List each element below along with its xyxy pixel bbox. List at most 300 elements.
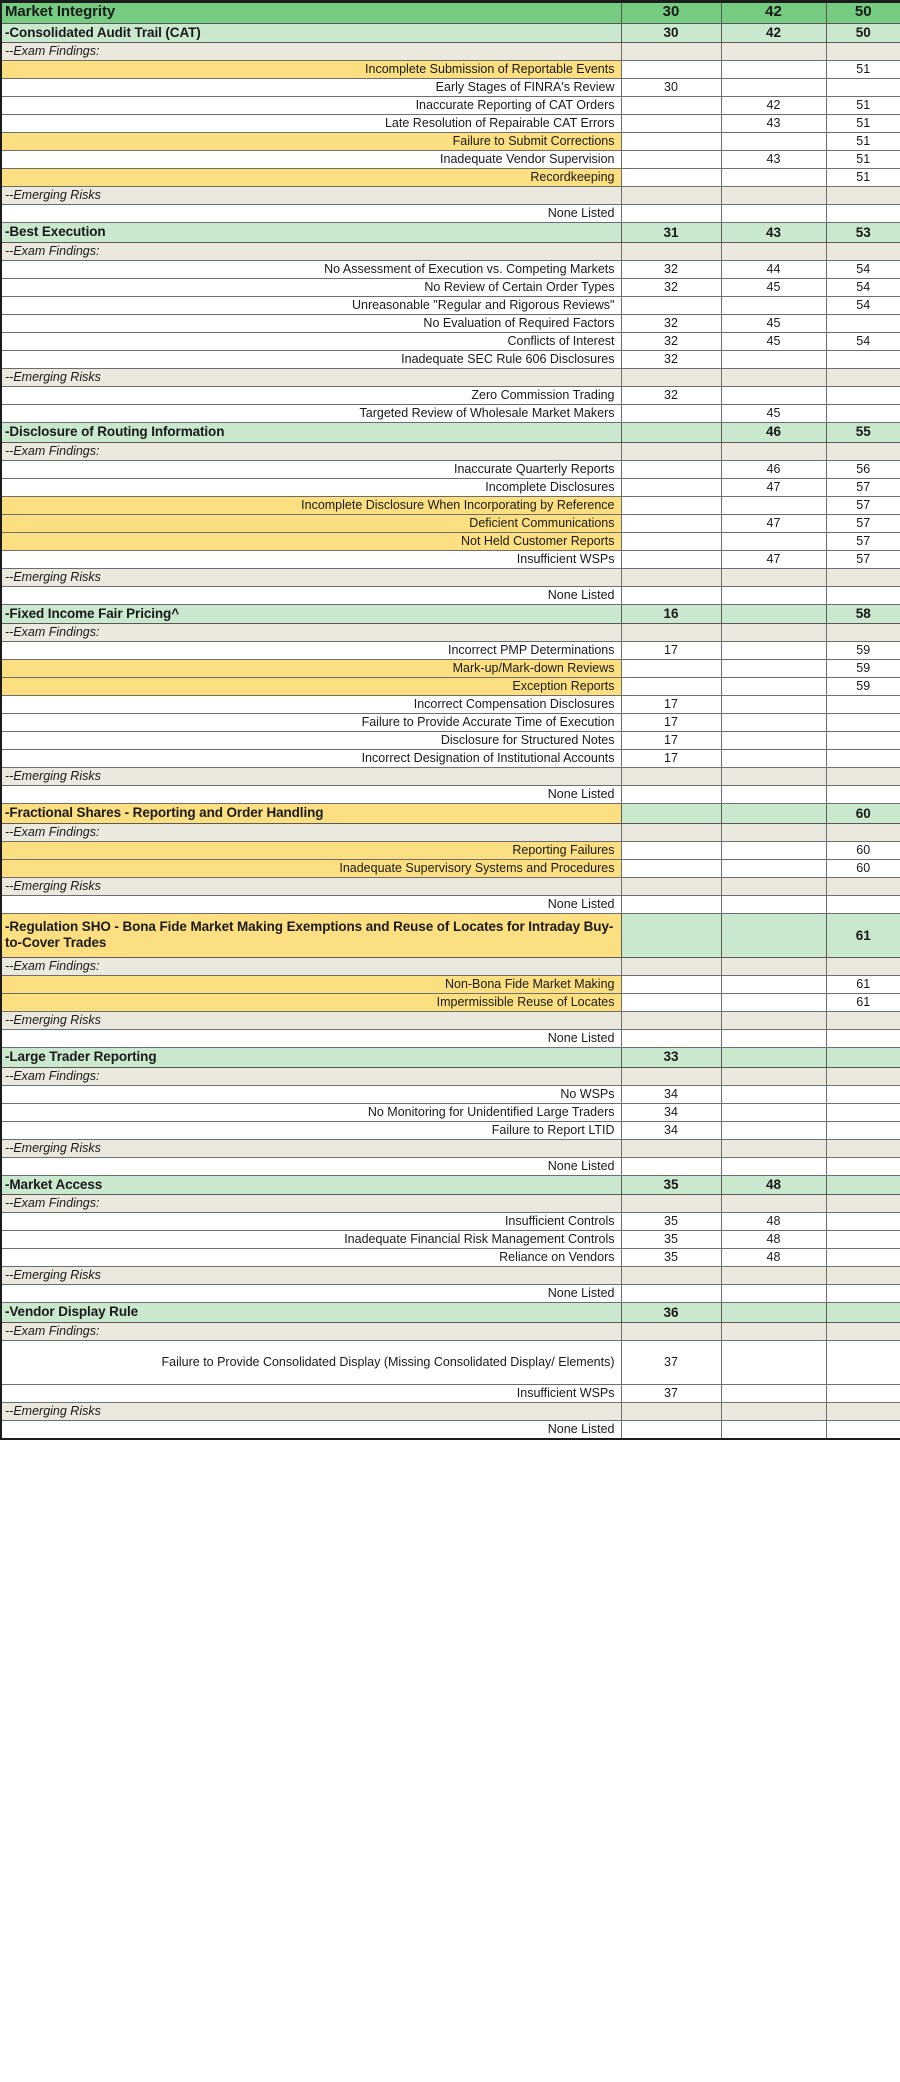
row-label[interactable]: No Evaluation of Required Factors <box>1 315 621 333</box>
page-ref-cell-3[interactable]: 54 <box>826 333 900 351</box>
subsection-header-label[interactable]: --Emerging Risks <box>1 1403 621 1421</box>
page-ref-cell-2[interactable] <box>721 369 826 387</box>
page-ref-cell-2[interactable] <box>721 642 826 660</box>
page-ref-cell-3[interactable] <box>826 568 900 586</box>
row-label[interactable]: No Review of Certain Order Types <box>1 279 621 297</box>
row-label[interactable]: None Listed <box>1 1157 621 1175</box>
page-ref-cell-1[interactable] <box>621 804 721 824</box>
row-label[interactable]: Non-Bona Fide Market Making <box>1 976 621 994</box>
page-ref-cell-2[interactable] <box>721 586 826 604</box>
page-ref-cell-1[interactable] <box>621 1285 721 1303</box>
page-ref-cell-2[interactable] <box>721 1341 826 1385</box>
page-ref-cell-2[interactable]: 42 <box>721 97 826 115</box>
page-ref-cell-3[interactable] <box>826 750 900 768</box>
subsection-header-label[interactable]: --Exam Findings: <box>1 1195 621 1213</box>
page-ref-cell-3[interactable]: 51 <box>826 151 900 169</box>
subsection-header-label[interactable]: --Emerging Risks <box>1 187 621 205</box>
page-ref-cell-1[interactable] <box>621 568 721 586</box>
page-ref-cell-3[interactable] <box>826 351 900 369</box>
page-ref-cell-1[interactable]: 32 <box>621 315 721 333</box>
page-ref-cell-2[interactable] <box>721 297 826 315</box>
page-ref-cell-2[interactable] <box>721 351 826 369</box>
page-ref-cell-1[interactable]: 35 <box>621 1213 721 1231</box>
page-ref-cell-1[interactable]: 34 <box>621 1085 721 1103</box>
page-ref-cell-2[interactable] <box>721 842 826 860</box>
page-ref-cell-1[interactable] <box>621 842 721 860</box>
page-ref-cell-3[interactable] <box>826 958 900 976</box>
row-label[interactable]: No WSPs <box>1 1085 621 1103</box>
page-ref-cell-1[interactable] <box>621 586 721 604</box>
page-ref-cell-3[interactable] <box>826 1030 900 1048</box>
subsection-header-label[interactable]: --Exam Findings: <box>1 824 621 842</box>
page-ref-cell-2[interactable] <box>721 824 826 842</box>
page-ref-cell-3[interactable] <box>826 1403 900 1421</box>
page-ref-cell-2[interactable] <box>721 958 826 976</box>
row-label[interactable]: None Listed <box>1 896 621 914</box>
page-ref-cell-1[interactable] <box>621 1030 721 1048</box>
page-ref-cell-3[interactable] <box>826 187 900 205</box>
page-ref-cell-3[interactable]: 51 <box>826 133 900 151</box>
page-ref-cell-3[interactable] <box>826 824 900 842</box>
page-ref-cell-3[interactable] <box>826 878 900 896</box>
page-ref-cell-2[interactable] <box>721 696 826 714</box>
page-ref-cell-2[interactable] <box>721 994 826 1012</box>
page-ref-cell-2[interactable] <box>721 1267 826 1285</box>
page-ref-cell-3[interactable] <box>826 1341 900 1385</box>
page-ref-cell-2[interactable] <box>721 860 826 878</box>
row-label[interactable]: Late Resolution of Repairable CAT Errors <box>1 115 621 133</box>
page-ref-cell-3[interactable] <box>826 1323 900 1341</box>
page-ref-cell-1[interactable] <box>621 151 721 169</box>
subsection-header-label[interactable]: --Emerging Risks <box>1 1267 621 1285</box>
page-ref-cell-2[interactable]: 45 <box>721 315 826 333</box>
page-ref-cell-2[interactable] <box>721 1085 826 1103</box>
page-ref-cell-1[interactable] <box>621 1067 721 1085</box>
page-ref-cell-1[interactable]: 30 <box>621 23 721 43</box>
page-ref-cell-2[interactable] <box>721 1067 826 1085</box>
subsection-header-label[interactable]: --Exam Findings: <box>1 958 621 976</box>
row-label[interactable]: Inaccurate Quarterly Reports <box>1 460 621 478</box>
row-label[interactable]: Inaccurate Reporting of CAT Orders <box>1 97 621 115</box>
row-label[interactable]: Impermissible Reuse of Locates <box>1 994 621 1012</box>
row-label[interactable]: Targeted Review of Wholesale Market Makers <box>1 405 621 423</box>
row-label[interactable]: No Assessment of Execution vs. Competing Markets <box>1 261 621 279</box>
page-ref-cell-3[interactable]: 57 <box>826 532 900 550</box>
page-ref-cell-3[interactable]: 61 <box>826 994 900 1012</box>
page-ref-cell-3[interactable] <box>826 1048 900 1068</box>
page-ref-cell-2[interactable]: 48 <box>721 1231 826 1249</box>
subsection-header-label[interactable]: --Exam Findings: <box>1 1067 621 1085</box>
page-ref-cell-2[interactable]: 43 <box>721 151 826 169</box>
row-label[interactable]: Inadequate Vendor Supervision <box>1 151 621 169</box>
page-ref-cell-3[interactable]: 61 <box>826 914 900 958</box>
page-ref-cell-2[interactable]: 44 <box>721 261 826 279</box>
page-ref-cell-1[interactable] <box>621 550 721 568</box>
page-ref-cell-3[interactable]: 51 <box>826 169 900 187</box>
page-ref-cell-3[interactable] <box>826 1385 900 1403</box>
page-ref-cell-2[interactable] <box>721 496 826 514</box>
page-ref-cell-1[interactable] <box>621 1157 721 1175</box>
row-label[interactable]: Unreasonable "Regular and Rigorous Reviews" <box>1 297 621 315</box>
page-ref-cell-3[interactable] <box>826 43 900 61</box>
page-ref-cell-3[interactable] <box>826 1157 900 1175</box>
row-label[interactable]: Failure to Submit Corrections <box>1 133 621 151</box>
page-ref-cell-1[interactable] <box>621 1195 721 1213</box>
page-ref-cell-2[interactable]: 46 <box>721 460 826 478</box>
page-ref-cell-1[interactable] <box>621 1139 721 1157</box>
row-label[interactable]: None Listed <box>1 1285 621 1303</box>
page-ref-cell-2[interactable]: 47 <box>721 514 826 532</box>
subsection-header-label[interactable]: --Emerging Risks <box>1 1012 621 1030</box>
page-ref-cell-3[interactable] <box>826 732 900 750</box>
page-ref-cell-3[interactable] <box>826 1213 900 1231</box>
row-label[interactable]: Mark-up/Mark-down Reviews <box>1 660 621 678</box>
page-ref-cell-2[interactable] <box>721 79 826 97</box>
page-ref-cell-3[interactable] <box>826 315 900 333</box>
row-label[interactable]: Disclosure for Structured Notes <box>1 732 621 750</box>
subsection-header-label[interactable]: --Exam Findings: <box>1 624 621 642</box>
page-ref-cell-1[interactable]: 35 <box>621 1231 721 1249</box>
page-ref-cell-1[interactable] <box>621 1421 721 1440</box>
page-ref-cell-1[interactable]: 17 <box>621 714 721 732</box>
page-ref-cell-1[interactable] <box>621 660 721 678</box>
row-label[interactable]: No Monitoring for Unidentified Large Traders <box>1 1103 621 1121</box>
page-ref-cell-3[interactable] <box>826 1085 900 1103</box>
page-ref-cell-3[interactable]: 59 <box>826 678 900 696</box>
page-ref-cell-2[interactable] <box>721 1323 826 1341</box>
page-ref-cell-3[interactable] <box>826 1249 900 1267</box>
page-ref-cell-3[interactable] <box>826 1103 900 1121</box>
subsection-header-label[interactable]: --Emerging Risks <box>1 1139 621 1157</box>
page-ref-cell-3[interactable]: 57 <box>826 478 900 496</box>
page-ref-cell-3[interactable]: 54 <box>826 297 900 315</box>
page-ref-cell-2[interactable]: 47 <box>721 550 826 568</box>
row-label[interactable]: Failure to Provide Accurate Time of Execution <box>1 714 621 732</box>
page-ref-cell-1[interactable] <box>621 97 721 115</box>
page-ref-cell-1[interactable]: 17 <box>621 696 721 714</box>
page-ref-cell-3[interactable] <box>826 1231 900 1249</box>
page-ref-cell-3[interactable] <box>826 1067 900 1085</box>
page-ref-cell-1[interactable] <box>621 624 721 642</box>
page-ref-cell-2[interactable]: 46 <box>721 423 826 443</box>
row-label[interactable]: None Listed <box>1 1421 621 1440</box>
page-ref-cell-1[interactable] <box>621 786 721 804</box>
page-ref-cell-3[interactable] <box>826 442 900 460</box>
row-label[interactable]: Early Stages of FINRA's Review <box>1 79 621 97</box>
page-ref-cell-2[interactable] <box>721 169 826 187</box>
page-ref-cell-1[interactable]: 35 <box>621 1175 721 1195</box>
page-ref-cell-3[interactable]: 60 <box>826 842 900 860</box>
row-label[interactable]: None Listed <box>1 786 621 804</box>
row-label[interactable]: Insufficient WSPs <box>1 550 621 568</box>
subsection-header-label[interactable]: --Exam Findings: <box>1 442 621 460</box>
page-ref-cell-1[interactable]: 33 <box>621 1048 721 1068</box>
page-ref-cell-3[interactable]: 61 <box>826 976 900 994</box>
page-ref-cell-2[interactable] <box>721 1285 826 1303</box>
row-label[interactable]: Incomplete Disclosure When Incorporating by Reference <box>1 496 621 514</box>
page-ref-cell-1[interactable] <box>621 478 721 496</box>
page-ref-cell-2[interactable] <box>721 768 826 786</box>
page-ref-cell-1[interactable]: 37 <box>621 1385 721 1403</box>
page-ref-cell-2[interactable]: 43 <box>721 223 826 243</box>
page-ref-cell-1[interactable]: 31 <box>621 223 721 243</box>
page-ref-cell-3[interactable] <box>826 79 900 97</box>
page-ref-cell-2[interactable] <box>721 1303 826 1323</box>
page-ref-cell-3[interactable] <box>826 1285 900 1303</box>
page-ref-cell-1[interactable] <box>621 1323 721 1341</box>
row-label[interactable]: Deficient Communications <box>1 514 621 532</box>
page-ref-cell-3[interactable] <box>826 405 900 423</box>
page-ref-cell-2[interactable] <box>721 1157 826 1175</box>
page-ref-cell-3[interactable]: 51 <box>826 115 900 133</box>
page-ref-cell-1[interactable] <box>621 958 721 976</box>
page-ref-cell-1[interactable]: 36 <box>621 1303 721 1323</box>
row-label[interactable]: Recordkeeping <box>1 169 621 187</box>
page-ref-cell-3[interactable] <box>826 369 900 387</box>
row-label[interactable]: Incorrect Compensation Disclosures <box>1 696 621 714</box>
page-ref-cell-2[interactable]: 43 <box>721 115 826 133</box>
page-ref-cell-2[interactable] <box>721 1121 826 1139</box>
page-ref-cell-3[interactable] <box>826 1012 900 1030</box>
row-label[interactable]: Inadequate Supervisory Systems and Procedures <box>1 860 621 878</box>
page-ref-cell-3[interactable] <box>826 786 900 804</box>
row-label[interactable]: Insufficient Controls <box>1 1213 621 1231</box>
page-ref-cell-3[interactable]: 50 <box>826 2 900 24</box>
row-label[interactable]: Reliance on Vendors <box>1 1249 621 1267</box>
page-ref-cell-1[interactable]: 37 <box>621 1341 721 1385</box>
page-ref-cell-1[interactable] <box>621 994 721 1012</box>
page-ref-cell-3[interactable] <box>826 1175 900 1195</box>
page-ref-cell-2[interactable] <box>721 750 826 768</box>
page-ref-cell-1[interactable]: 17 <box>621 642 721 660</box>
page-ref-cell-3[interactable]: 57 <box>826 496 900 514</box>
row-label[interactable]: Exception Reports <box>1 678 621 696</box>
page-ref-cell-1[interactable] <box>621 1267 721 1285</box>
page-ref-cell-1[interactable] <box>621 43 721 61</box>
page-ref-cell-3[interactable] <box>826 1121 900 1139</box>
page-ref-cell-1[interactable] <box>621 243 721 261</box>
page-ref-cell-1[interactable] <box>621 297 721 315</box>
section-header-label[interactable]: -Best Execution <box>1 223 621 243</box>
page-ref-cell-3[interactable]: 54 <box>826 279 900 297</box>
section-header-label[interactable]: -Large Trader Reporting <box>1 1048 621 1068</box>
page-ref-cell-1[interactable] <box>621 133 721 151</box>
page-ref-cell-1[interactable]: 32 <box>621 333 721 351</box>
page-ref-cell-3[interactable]: 53 <box>826 223 900 243</box>
page-ref-cell-3[interactable]: 51 <box>826 97 900 115</box>
page-ref-cell-1[interactable] <box>621 405 721 423</box>
page-ref-cell-2[interactable]: 45 <box>721 333 826 351</box>
page-ref-cell-1[interactable]: 17 <box>621 732 721 750</box>
page-ref-cell-3[interactable] <box>826 696 900 714</box>
page-ref-cell-1[interactable] <box>621 976 721 994</box>
page-ref-cell-1[interactable]: 30 <box>621 79 721 97</box>
page-ref-cell-2[interactable] <box>721 896 826 914</box>
page-ref-cell-3[interactable] <box>826 1139 900 1157</box>
page-ref-cell-2[interactable] <box>721 714 826 732</box>
row-label[interactable]: Inadequate Financial Risk Management Controls <box>1 1231 621 1249</box>
page-ref-cell-1[interactable] <box>621 1012 721 1030</box>
row-label[interactable]: Not Held Customer Reports <box>1 532 621 550</box>
page-ref-cell-1[interactable] <box>621 678 721 696</box>
page-ref-cell-2[interactable]: 48 <box>721 1213 826 1231</box>
row-label[interactable]: None Listed <box>1 586 621 604</box>
page-ref-cell-2[interactable] <box>721 442 826 460</box>
page-title[interactable]: Market Integrity <box>1 2 621 24</box>
page-ref-cell-2[interactable] <box>721 187 826 205</box>
page-ref-cell-1[interactable]: 17 <box>621 750 721 768</box>
section-header-label[interactable]: -Fractional Shares - Reporting and Order Handling <box>1 804 621 824</box>
page-ref-cell-2[interactable]: 42 <box>721 2 826 24</box>
page-ref-cell-2[interactable] <box>721 243 826 261</box>
page-ref-cell-2[interactable] <box>721 61 826 79</box>
page-ref-cell-1[interactable]: 34 <box>621 1121 721 1139</box>
page-ref-cell-1[interactable]: 32 <box>621 279 721 297</box>
row-label[interactable]: Conflicts of Interest <box>1 333 621 351</box>
page-ref-cell-2[interactable] <box>721 786 826 804</box>
page-ref-cell-3[interactable] <box>826 205 900 223</box>
page-ref-cell-3[interactable] <box>826 1421 900 1440</box>
page-ref-cell-2[interactable] <box>721 660 826 678</box>
row-label[interactable]: Incorrect PMP Determinations <box>1 642 621 660</box>
page-ref-cell-3[interactable] <box>826 387 900 405</box>
page-ref-cell-1[interactable]: 34 <box>621 1103 721 1121</box>
page-ref-cell-2[interactable] <box>721 976 826 994</box>
page-ref-cell-1[interactable] <box>621 169 721 187</box>
page-ref-cell-2[interactable] <box>721 732 826 750</box>
page-ref-cell-1[interactable] <box>621 496 721 514</box>
section-header-label[interactable]: -Fixed Income Fair Pricing^ <box>1 604 621 624</box>
page-ref-cell-1[interactable] <box>621 460 721 478</box>
page-ref-cell-1[interactable]: 30 <box>621 2 721 24</box>
row-label[interactable]: Failure to Report LTID <box>1 1121 621 1139</box>
section-header-label[interactable]: -Consolidated Audit Trail (CAT) <box>1 23 621 43</box>
page-ref-cell-1[interactable] <box>621 768 721 786</box>
page-ref-cell-1[interactable] <box>621 914 721 958</box>
page-ref-cell-3[interactable] <box>826 896 900 914</box>
row-label[interactable]: Reporting Failures <box>1 842 621 860</box>
row-label[interactable]: Inadequate SEC Rule 606 Disclosures <box>1 351 621 369</box>
page-ref-cell-1[interactable]: 32 <box>621 261 721 279</box>
row-label[interactable]: None Listed <box>1 205 621 223</box>
subsection-header-label[interactable]: --Exam Findings: <box>1 1323 621 1341</box>
page-ref-cell-1[interactable] <box>621 442 721 460</box>
page-ref-cell-2[interactable]: 47 <box>721 478 826 496</box>
page-ref-cell-1[interactable] <box>621 423 721 443</box>
page-ref-cell-2[interactable]: 48 <box>721 1249 826 1267</box>
page-ref-cell-1[interactable] <box>621 369 721 387</box>
page-ref-cell-3[interactable] <box>826 768 900 786</box>
page-ref-cell-2[interactable] <box>721 532 826 550</box>
page-ref-cell-3[interactable] <box>826 624 900 642</box>
subsection-header-label[interactable]: --Emerging Risks <box>1 568 621 586</box>
page-ref-cell-1[interactable] <box>621 115 721 133</box>
page-ref-cell-2[interactable] <box>721 205 826 223</box>
page-ref-cell-2[interactable] <box>721 878 826 896</box>
page-ref-cell-2[interactable] <box>721 804 826 824</box>
page-ref-cell-2[interactable] <box>721 387 826 405</box>
page-ref-cell-1[interactable]: 35 <box>621 1249 721 1267</box>
page-ref-cell-1[interactable] <box>621 205 721 223</box>
page-ref-cell-3[interactable]: 60 <box>826 860 900 878</box>
page-ref-cell-2[interactable] <box>721 1048 826 1068</box>
section-header-label[interactable]: -Market Access <box>1 1175 621 1195</box>
page-ref-cell-1[interactable] <box>621 532 721 550</box>
page-ref-cell-3[interactable] <box>826 1267 900 1285</box>
page-ref-cell-3[interactable]: 54 <box>826 261 900 279</box>
row-label[interactable]: Failure to Provide Consolidated Display (Missing Consolidated Display/ Elements) <box>1 1341 621 1385</box>
row-label[interactable]: Incomplete Submission of Reportable Events <box>1 61 621 79</box>
page-ref-cell-3[interactable]: 55 <box>826 423 900 443</box>
row-label[interactable]: Incorrect Designation of Institutional Accounts <box>1 750 621 768</box>
page-ref-cell-3[interactable] <box>826 586 900 604</box>
subsection-header-label[interactable]: --Exam Findings: <box>1 43 621 61</box>
page-ref-cell-1[interactable]: 32 <box>621 351 721 369</box>
page-ref-cell-2[interactable] <box>721 568 826 586</box>
page-ref-cell-1[interactable] <box>621 878 721 896</box>
page-ref-cell-3[interactable]: 60 <box>826 804 900 824</box>
page-ref-cell-1[interactable] <box>621 1403 721 1421</box>
page-ref-cell-1[interactable] <box>621 61 721 79</box>
page-ref-cell-1[interactable] <box>621 514 721 532</box>
page-ref-cell-2[interactable]: 45 <box>721 405 826 423</box>
page-ref-cell-2[interactable]: 45 <box>721 279 826 297</box>
page-ref-cell-3[interactable]: 59 <box>826 660 900 678</box>
subsection-header-label[interactable]: --Emerging Risks <box>1 369 621 387</box>
page-ref-cell-2[interactable] <box>721 1403 826 1421</box>
page-ref-cell-2[interactable] <box>721 1012 826 1030</box>
row-label[interactable]: None Listed <box>1 1030 621 1048</box>
page-ref-cell-2[interactable] <box>721 1139 826 1157</box>
row-label[interactable]: Incomplete Disclosures <box>1 478 621 496</box>
subsection-header-label[interactable]: --Exam Findings: <box>1 243 621 261</box>
page-ref-cell-3[interactable]: 58 <box>826 604 900 624</box>
row-label[interactable]: Zero Commission Trading <box>1 387 621 405</box>
page-ref-cell-3[interactable]: 51 <box>826 61 900 79</box>
section-header-label[interactable]: -Regulation SHO - Bona Fide Market Making Exemptions and Reuse of Locates for Intraday Buy-to-Cover Trades <box>1 914 621 958</box>
page-ref-cell-3[interactable] <box>826 1195 900 1213</box>
page-ref-cell-1[interactable]: 32 <box>621 387 721 405</box>
page-ref-cell-2[interactable] <box>721 1421 826 1440</box>
page-ref-cell-2[interactable] <box>721 1030 826 1048</box>
page-ref-cell-1[interactable] <box>621 824 721 842</box>
page-ref-cell-3[interactable]: 59 <box>826 642 900 660</box>
page-ref-cell-1[interactable] <box>621 860 721 878</box>
page-ref-cell-2[interactable]: 42 <box>721 23 826 43</box>
row-label[interactable]: Insufficient WSPs <box>1 1385 621 1403</box>
page-ref-cell-2[interactable] <box>721 133 826 151</box>
subsection-header-label[interactable]: --Emerging Risks <box>1 878 621 896</box>
page-ref-cell-1[interactable] <box>621 187 721 205</box>
page-ref-cell-2[interactable] <box>721 914 826 958</box>
page-ref-cell-3[interactable]: 57 <box>826 514 900 532</box>
page-ref-cell-3[interactable] <box>826 1303 900 1323</box>
page-ref-cell-2[interactable] <box>721 1385 826 1403</box>
page-ref-cell-3[interactable]: 50 <box>826 23 900 43</box>
subsection-header-label[interactable]: --Emerging Risks <box>1 768 621 786</box>
page-ref-cell-2[interactable] <box>721 43 826 61</box>
page-ref-cell-2[interactable] <box>721 604 826 624</box>
section-header-label[interactable]: -Disclosure of Routing Information <box>1 423 621 443</box>
section-header-label[interactable]: -Vendor Display Rule <box>1 1303 621 1323</box>
page-ref-cell-2[interactable] <box>721 678 826 696</box>
page-ref-cell-3[interactable]: 56 <box>826 460 900 478</box>
page-ref-cell-1[interactable]: 16 <box>621 604 721 624</box>
page-ref-cell-3[interactable]: 57 <box>826 550 900 568</box>
page-ref-cell-2[interactable]: 48 <box>721 1175 826 1195</box>
page-ref-cell-2[interactable] <box>721 1195 826 1213</box>
page-ref-cell-1[interactable] <box>621 896 721 914</box>
